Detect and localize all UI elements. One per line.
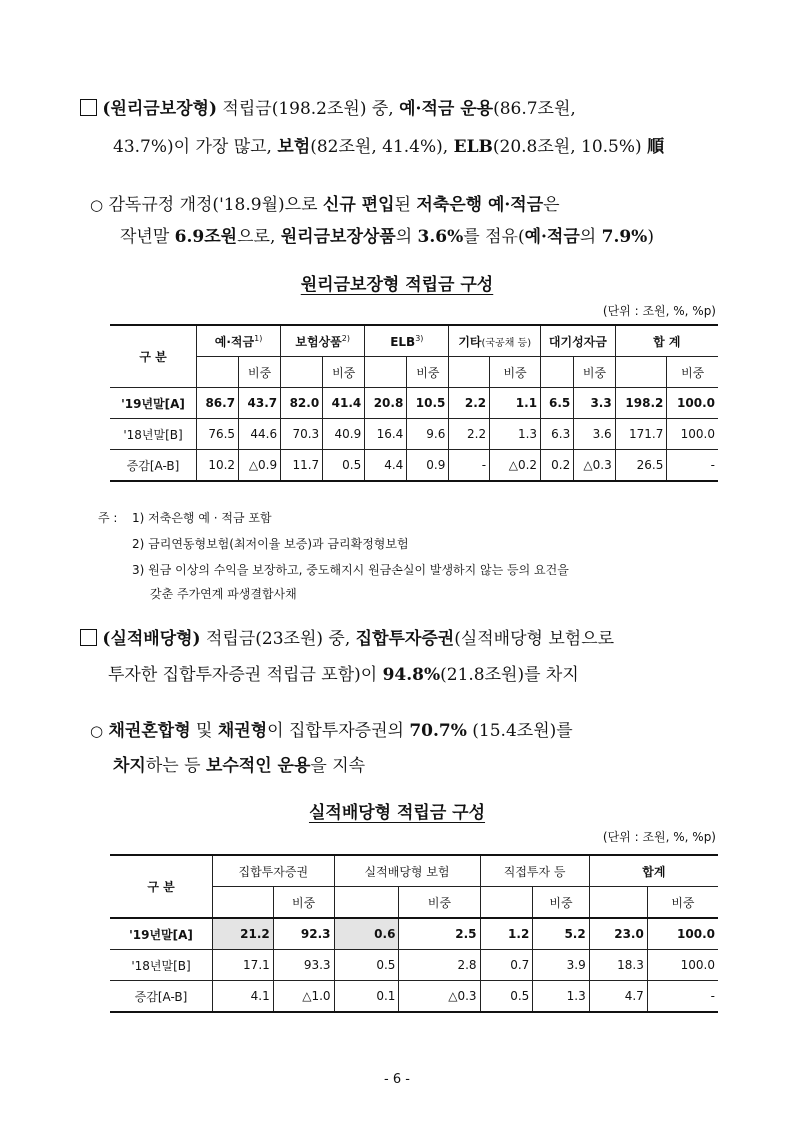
cell: 43.7 — [239, 388, 281, 419]
table1-corner: 구 분 — [110, 325, 197, 388]
table1-ratio-label: 비중 — [323, 357, 365, 388]
cell: 0.1 — [334, 981, 399, 1013]
table2-ratio-label: 비중 — [647, 887, 718, 919]
cell: 0.5 — [323, 450, 365, 482]
cell: 20.8 — [365, 388, 407, 419]
text-bold: 집합투자증권 — [355, 629, 455, 649]
cell: 23.0 — [589, 918, 647, 950]
cell: △0.3 — [399, 981, 480, 1013]
cell: 93.3 — [273, 950, 334, 981]
text-bold: 보수적인 운용 — [205, 756, 311, 776]
text: ) — [647, 227, 654, 247]
section2-line2 — [108, 664, 579, 686]
cell: 0.9 — [407, 450, 449, 482]
text: (86.7조원, — [493, 99, 576, 119]
table1-header-standby: 대기성자금 — [541, 325, 616, 357]
table1-ratio-label: 비중 — [574, 357, 615, 388]
table-row — [110, 419, 718, 450]
cell: 44.6 — [239, 419, 281, 450]
cell: 11.7 — [281, 450, 323, 482]
section1-sub-line1 — [90, 194, 560, 216]
circle-bullet-icon: ○ — [90, 722, 104, 740]
text-bold: ELB — [453, 137, 493, 157]
text-bold: 채권형 — [217, 721, 268, 741]
table2-header: 실적배당형 보험 — [334, 855, 480, 887]
cell: 4.7 — [589, 981, 647, 1013]
cell: 26.5 — [615, 450, 667, 482]
text: (15.4조원)를 — [466, 721, 573, 741]
cell: 4.4 — [365, 450, 407, 482]
cell: 92.3 — [273, 918, 334, 950]
cell: 10.5 — [407, 388, 449, 419]
cell: 2.8 — [399, 950, 480, 981]
text-bold: 저축은행 예·적금 — [416, 195, 544, 215]
cell: 0.6 — [334, 918, 399, 950]
cell: 100.0 — [647, 950, 718, 981]
table1-ratio-label: 비중 — [239, 357, 281, 388]
section2-sub-line1 — [90, 720, 573, 742]
cell: 2.2 — [449, 388, 490, 419]
text: 으로, — [237, 227, 281, 247]
cell: 70.3 — [281, 419, 323, 450]
cell: 0.5 — [480, 981, 533, 1013]
table2-header: 직접투자 등 — [480, 855, 589, 887]
table2-header: 합계 — [589, 855, 718, 887]
text-bold: 보험 — [277, 137, 311, 157]
table1-header-elb: ELB$^{3)}$ — [365, 325, 449, 357]
cell: 1.3 — [490, 419, 541, 450]
cell: 1.2 — [480, 918, 533, 950]
cell: △1.0 — [273, 981, 334, 1013]
text: 감독규정 개정('18.9월)으로 — [103, 195, 323, 215]
text-bold: 7.9% — [601, 227, 648, 247]
cell: 3.6 — [574, 419, 615, 450]
note-item: 2) 금리연동형보험(최저이율 보증)과 금리확정형보험 — [132, 537, 409, 551]
table2-ratio-label: 비중 — [533, 887, 589, 919]
table1-header-other: 기타(국공채 등) — [449, 325, 541, 357]
cell: 198.2 — [615, 388, 667, 419]
table-row — [110, 388, 718, 419]
table-row — [110, 981, 718, 1013]
table1-header-deposit: 예·적금$^{1)}$ — [197, 325, 281, 357]
text: 하는 등 — [145, 756, 206, 776]
text: 투자한 집합투자증권 적립금 포함)이 — [108, 665, 383, 685]
text-bold: 신규 편입 — [322, 195, 395, 215]
text: 및 — [190, 721, 218, 741]
notes-prefix: 주 : — [98, 511, 118, 525]
text: (21.8조원)를 차지 — [440, 665, 579, 685]
text: (20.8조원, 10.5%) — [492, 137, 648, 157]
text: 된 — [394, 195, 417, 215]
table1-unit: (단위 : 조원, %, %p) — [602, 304, 716, 318]
cell: △0.9 — [239, 450, 281, 482]
cell: 0.7 — [480, 950, 533, 981]
table1 — [110, 324, 718, 482]
cell: 100.0 — [647, 918, 718, 950]
cell: - — [449, 450, 490, 482]
table1-header-total: 합 계 — [615, 325, 718, 357]
text-bold: 예·적금 — [524, 227, 580, 247]
cell: 2.5 — [399, 918, 480, 950]
cell: 3.9 — [533, 950, 589, 981]
table-row — [110, 450, 718, 482]
cell: 21.2 — [213, 918, 274, 950]
cell: 41.4 — [323, 388, 365, 419]
row-label: 증감[A-B] — [110, 981, 213, 1013]
text: 의 — [395, 227, 418, 247]
note-item: 갖춘 주가연계 파생결합사채 — [150, 587, 297, 601]
cell: - — [647, 981, 718, 1013]
text: 의 — [579, 227, 602, 247]
table-row — [110, 950, 718, 981]
table2-corner: 구 분 — [110, 855, 213, 918]
table1-title: 원리금보장형 적립금 구성 — [300, 275, 494, 295]
row-label: '18년말[B] — [110, 950, 213, 981]
note-item: 3) 원금 이상의 수익을 보장하고, 중도해지시 원금손실이 발생하지 않는 등의 요건을 — [132, 563, 569, 577]
table2-header: 집합투자증권 — [213, 855, 335, 887]
text-bold: 원리금보장상품 — [280, 227, 396, 247]
table-row — [110, 918, 718, 950]
text-bold: 채권혼합형 — [108, 721, 191, 741]
text-bold: 3.6% — [417, 227, 464, 247]
section2-line1 — [80, 628, 614, 650]
text: 은 — [543, 195, 560, 215]
cell: 76.5 — [197, 419, 239, 450]
text-bold: 94.8% — [382, 665, 441, 685]
text: 를 점유( — [463, 227, 525, 247]
page-number: - 6 - — [384, 1072, 410, 1087]
section1-sub-line2 — [120, 226, 654, 248]
cell: 0.5 — [334, 950, 399, 981]
cell: 16.4 — [365, 419, 407, 450]
cell: 40.9 — [323, 419, 365, 450]
text: 적립금(23조원) 중, — [200, 629, 356, 649]
cell: 6.3 — [541, 419, 574, 450]
text-bold: 예·적금 운용 — [399, 99, 494, 119]
row-label: '18년말[B] — [110, 419, 197, 450]
cell: 100.0 — [667, 388, 718, 419]
square-bullet-icon — [80, 99, 97, 116]
note-item: 1) 저축은행 예 · 적금 포함 — [132, 511, 272, 525]
cell: 4.1 — [213, 981, 274, 1013]
cell: - — [667, 450, 718, 482]
row-label: 증감[A-B] — [110, 450, 197, 482]
text: 43.7%)이 가장 많고, — [113, 137, 278, 157]
text: 적립금(198.2조원) 중, — [217, 99, 400, 119]
cell: 9.6 — [407, 419, 449, 450]
cell: 2.2 — [449, 419, 490, 450]
cell: 1.3 — [533, 981, 589, 1013]
section1-line2 — [113, 136, 664, 158]
section1-line1 — [80, 98, 576, 120]
table1-header-insurance: 보험상품$^{2)}$ — [281, 325, 365, 357]
table2-ratio-label: 비중 — [399, 887, 480, 919]
table2-ratio-label: 비중 — [273, 887, 334, 919]
cell: 17.1 — [213, 950, 274, 981]
circle-bullet-icon: ○ — [90, 196, 104, 214]
cell: △0.2 — [490, 450, 541, 482]
cell: 82.0 — [281, 388, 323, 419]
table2-title: 실적배당형 적립금 구성 — [308, 803, 486, 823]
text: (82조원, 41.4%), — [310, 137, 454, 157]
cell: 0.2 — [541, 450, 574, 482]
cell: 1.1 — [490, 388, 541, 419]
cell: 86.7 — [197, 388, 239, 419]
text-bold: 6.9조원 — [174, 227, 238, 247]
square-bullet-icon — [80, 629, 97, 646]
table2-unit: (단위 : 조원, %, %p) — [602, 830, 716, 844]
text: 을 지속 — [310, 756, 366, 776]
table1-ratio-label: 비중 — [667, 357, 718, 388]
section2-sub-line2 — [113, 755, 365, 777]
cell: 171.7 — [615, 419, 667, 450]
table1-ratio-label: 비중 — [407, 357, 449, 388]
cell: 18.3 — [589, 950, 647, 981]
cell: △0.3 — [574, 450, 615, 482]
row-label: '19년말[A] — [110, 918, 213, 950]
text: 이 집합투자증권의 — [267, 721, 410, 741]
text-bold: 차지 — [113, 756, 146, 776]
text: 작년말 — [120, 227, 175, 247]
table2 — [110, 854, 718, 1013]
cell: 6.5 — [541, 388, 574, 419]
cell: 3.3 — [574, 388, 615, 419]
text-bold: 70.7% — [409, 721, 467, 741]
section2-heading: (실적배당형) — [102, 629, 201, 649]
table1-ratio-label: 비중 — [490, 357, 541, 388]
cell: 100.0 — [667, 419, 718, 450]
section1-heading: (원리금보장형) — [102, 99, 218, 119]
cell: 5.2 — [533, 918, 589, 950]
cell: 10.2 — [197, 450, 239, 482]
text-bold: 順 — [647, 137, 665, 157]
row-label: '19년말[A] — [110, 388, 197, 419]
text: (실적배당형 보험으로 — [454, 629, 615, 649]
